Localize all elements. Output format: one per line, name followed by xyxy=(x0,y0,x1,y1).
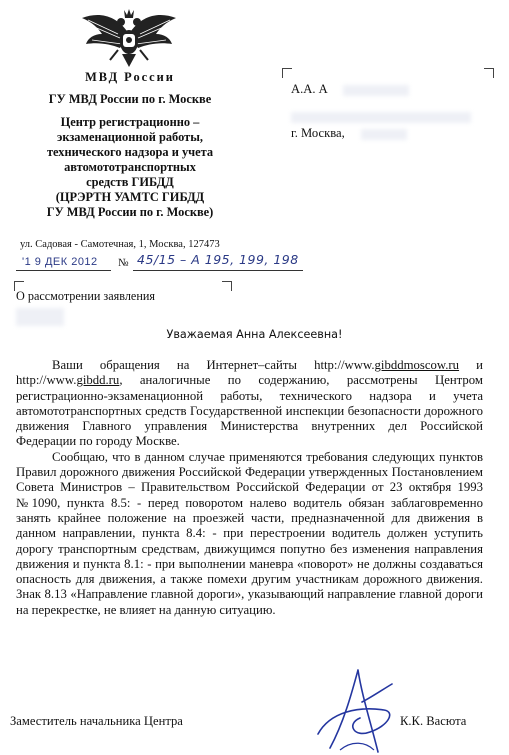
number-sign: № xyxy=(118,257,129,269)
outgoing-number: 45/15 – А 195, 199, 198 xyxy=(137,252,299,267)
greeting: Уважаемая Анна Алексеевна! xyxy=(166,328,343,341)
eagle-emblem-icon xyxy=(78,4,180,68)
org-line: технического надзора и учета xyxy=(46,145,214,159)
recipient-city: г. Москва, xyxy=(291,126,345,140)
org-line: экзаменационной работы, xyxy=(57,130,203,144)
number-underline xyxy=(133,270,303,271)
body-paragraph: Сообщаю, что в данном случае применяются требования следующих пунктов Правил дорожного движения Российской Федерации утвержденных Постановлением Совета Министров – Правительством Российской Федерации от 23 октября 1993 №1090, пункта 8.5: - перед поворотом налево водитель обязан заблаговременно занять крайнее положение на проезжей части, предназначенной для движения в данном направлении, пункта 8.4: - при перестроении водитель должен уступить дорогу транспортным средствам, движущимся попутно без изменения направления движения и пункта 8.1: - при выполнении маневра «поворот» не должны создаваться опасность для движения, а также помехи другим участникам дорожного движения. Знак 8.13 «Направление главной дороги», указывающий направление главной дороги на перекрестке, не влияет на данную ситуацию. xyxy=(16,449,483,617)
redacted-block xyxy=(361,129,407,140)
signer-name: К.К. Васюта xyxy=(400,714,467,728)
paragraph-text: Ваши обращения на Интернет–сайты http://www. xyxy=(52,358,375,372)
site-link-gibddmoscow[interactable]: gibddmoscow.ru xyxy=(374,358,460,372)
org-line: (ЦРЭРТН УАМТС ГИБДД xyxy=(55,190,205,204)
sender-address: ул. Садовая - Самотечная, 1, Москва, 127473 xyxy=(20,239,220,250)
letter-subject: О рассмотрении заявления xyxy=(16,289,155,303)
redacted-block xyxy=(343,85,409,96)
redacted-block xyxy=(291,112,471,123)
corner-bracket xyxy=(282,68,292,78)
ministry-name: МВД России xyxy=(85,70,175,84)
corner-bracket xyxy=(222,281,232,291)
handwritten-signature-icon xyxy=(300,662,420,755)
letter-body xyxy=(16,358,483,618)
department-name: ГУ МВД России по г. Москве xyxy=(48,92,212,106)
redacted-block xyxy=(16,308,64,326)
date-stamp: '1 9 ДЕК 2012 xyxy=(22,256,98,268)
recipient-name: А.А. А xyxy=(291,82,328,96)
corner-bracket xyxy=(484,68,494,78)
body-paragraph xyxy=(16,358,483,450)
org-line: Центр регистрационно – xyxy=(60,115,200,129)
date-underline xyxy=(16,270,111,271)
organization-name xyxy=(8,115,252,220)
org-line: ГУ МВД России по г. Москве) xyxy=(46,205,214,219)
signer-title: Заместитель начальника Центра xyxy=(10,714,183,728)
org-line: средств ГИБДД xyxy=(86,175,174,189)
org-line: автомототранспортных xyxy=(64,160,196,174)
site-link-gibdd[interactable]: gibdd.ru xyxy=(76,373,120,388)
paragraph-text: и http://www. xyxy=(16,358,483,388)
paragraph-text: , аналогичные по содержанию, рассмотрены Центром регистрационно-экзаменационной работы, технического надзора и учета автомототранспортных средств Государственной инспекции безопасности дорожного движения Главного управления Министерства внутренних дел Российской Федерации по городу Москве. xyxy=(16,373,483,449)
